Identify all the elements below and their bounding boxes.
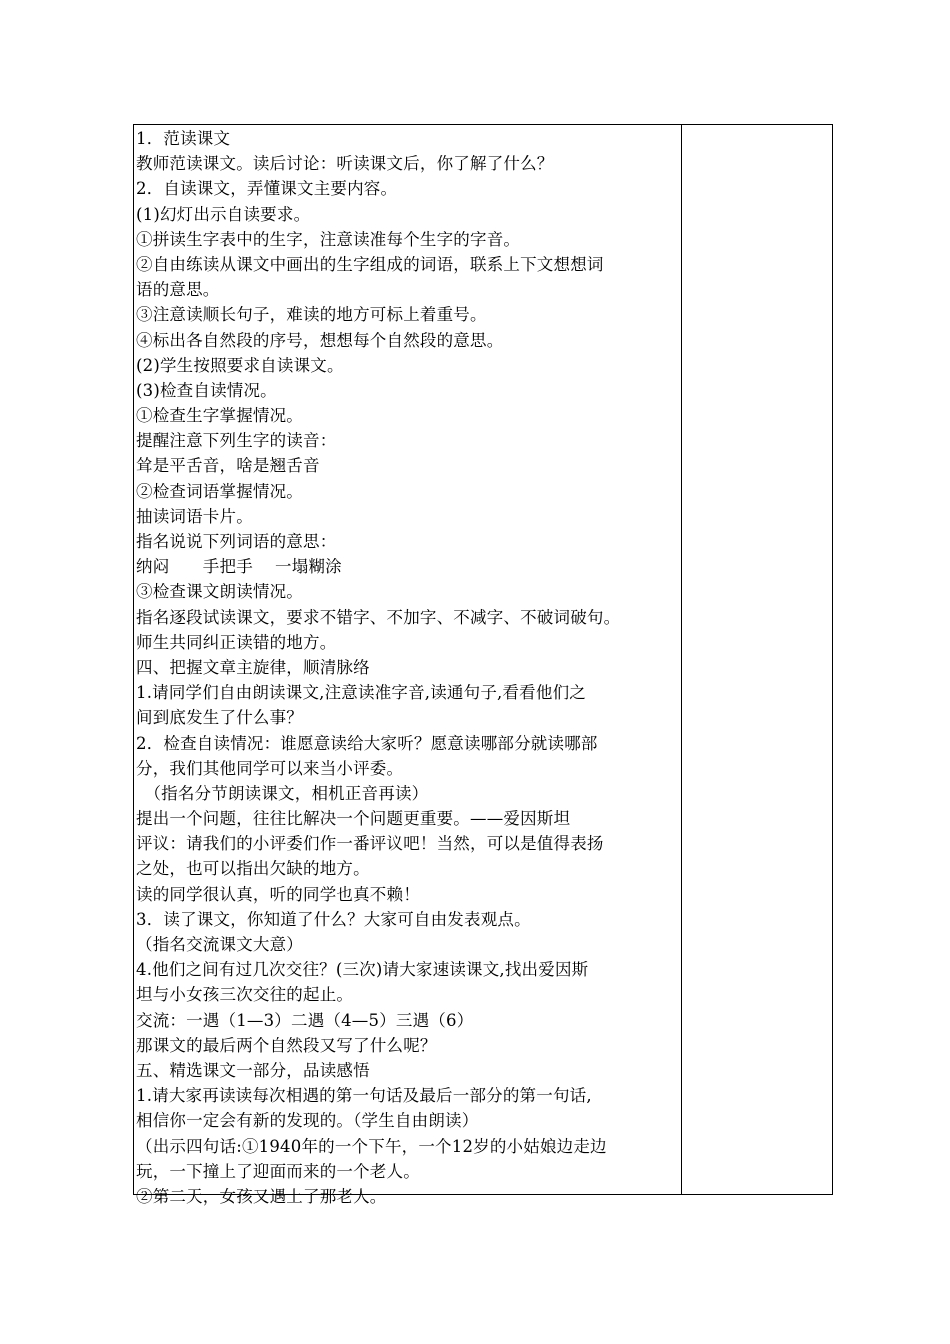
text-line: 4.他们之间有过几次交往？(三次)请大家速读课文,找出爱因斯	[136, 960, 589, 980]
text-line: ②检查词语掌握情况。	[136, 481, 303, 501]
text-line: 那课文的最后两个自然段又写了什么呢？	[136, 1035, 437, 1055]
text-line: ③注意读顺长句子，难读的地方可标上着重号。	[136, 305, 487, 325]
text-line: 坦与小女孩三次交往的起止。	[136, 985, 354, 1005]
lesson-plan-table	[133, 124, 833, 1206]
text-line: ②第二天，女孩又遇上了那老人。	[136, 1186, 387, 1206]
text-line: 相信你一定会有新的发现的。（学生自由朗读）	[136, 1111, 479, 1131]
text-line: (1)幻灯出示自读要求。	[136, 204, 311, 224]
text-line: 指名逐段试读课文，要求不错字、不加字、不减字、不破词破句。	[136, 607, 621, 627]
text-line: 3．读了课文，你知道了什么？大家可自由发表观点。	[136, 909, 531, 929]
text-line: 耸是平舌音，啥是翘舌音	[136, 456, 320, 476]
text-line: ④标出各自然段的序号，想想每个自然段的意思。	[136, 330, 504, 350]
text-line: 提出一个问题，往往比解决一个问题更重要。——爱因斯坦	[136, 809, 571, 829]
text-line: 提醒注意下列生字的读音：	[136, 431, 337, 451]
text-line: 读的同学很认真，听的同学也真不赖！	[136, 884, 420, 904]
text-line: ②自由练读从课文中画出的生字组成的词语，联系上下文想想词	[136, 254, 604, 274]
text-line: 师生共同纠正读错的地方。	[136, 632, 337, 652]
text-line: 四、把握文章主旋律，顺清脉络	[136, 657, 370, 677]
text-line: 交流：一遇（1—3）二遇（4—5）三遇（6）	[136, 1010, 474, 1030]
text-line: 语的意思。	[136, 280, 220, 300]
lesson-content-cell	[134, 125, 682, 1206]
text-line: 之处，也可以指出欠缺的地方。	[136, 859, 370, 879]
text-line: （指名交流课文大意）	[136, 935, 303, 954]
text-line: 1．范读课文	[136, 129, 231, 148]
text-line: 五、精选课文一部分，品读感悟	[136, 1060, 370, 1080]
text-line: 评议：请我们的小评委们作一番评议吧！当然，可以是值得表扬	[136, 834, 604, 854]
text-line: 玩，一下撞上了迎面而来的一个老人。	[136, 1161, 420, 1181]
text-line: ①拼读生字表中的生字，注意读准每个生字的字音。	[136, 229, 521, 249]
text-line: 间到底发生了什么事？	[136, 708, 303, 728]
text-line: （出示四句话:①1940年的一个下午，一个12岁的小姑娘边走边	[136, 1136, 607, 1156]
text-line: (2)学生按照要求自读课文。	[136, 355, 344, 375]
text-line: （指名分节朗读课文，相机正音再读）	[136, 783, 429, 803]
text-line: 2．检查自读情况：谁愿意读给大家听？愿意读哪部分就读哪部	[136, 733, 598, 753]
text-line: 教师范读课文。读后讨论：听读课文后，你了解了什么？	[136, 154, 554, 174]
notes-cell	[682, 125, 832, 1194]
text-line: (3)检查自读情况。	[136, 380, 277, 400]
text-line: 指名说说下列词语的意思：	[136, 532, 337, 551]
text-line: ③检查课文朗读情况。	[136, 582, 303, 602]
text-line: ①检查生字掌握情况。	[136, 406, 303, 426]
text-line: 2．自读课文，弄懂课文主要内容。	[136, 179, 398, 199]
text-line: 分，我们其他同学可以来当小评委。	[136, 758, 404, 778]
text-line: 抽读词语卡片。	[136, 506, 253, 526]
text-line: 1.请大家再读读每次相遇的第一句话及最后一部分的第一句话,	[136, 1086, 592, 1106]
text-line: 纳闷 手把手 一塌糊涂	[136, 557, 342, 577]
text-line: 1.请同学们自由朗读课文,注意读准字音,读通句子,看看他们之	[136, 683, 586, 703]
